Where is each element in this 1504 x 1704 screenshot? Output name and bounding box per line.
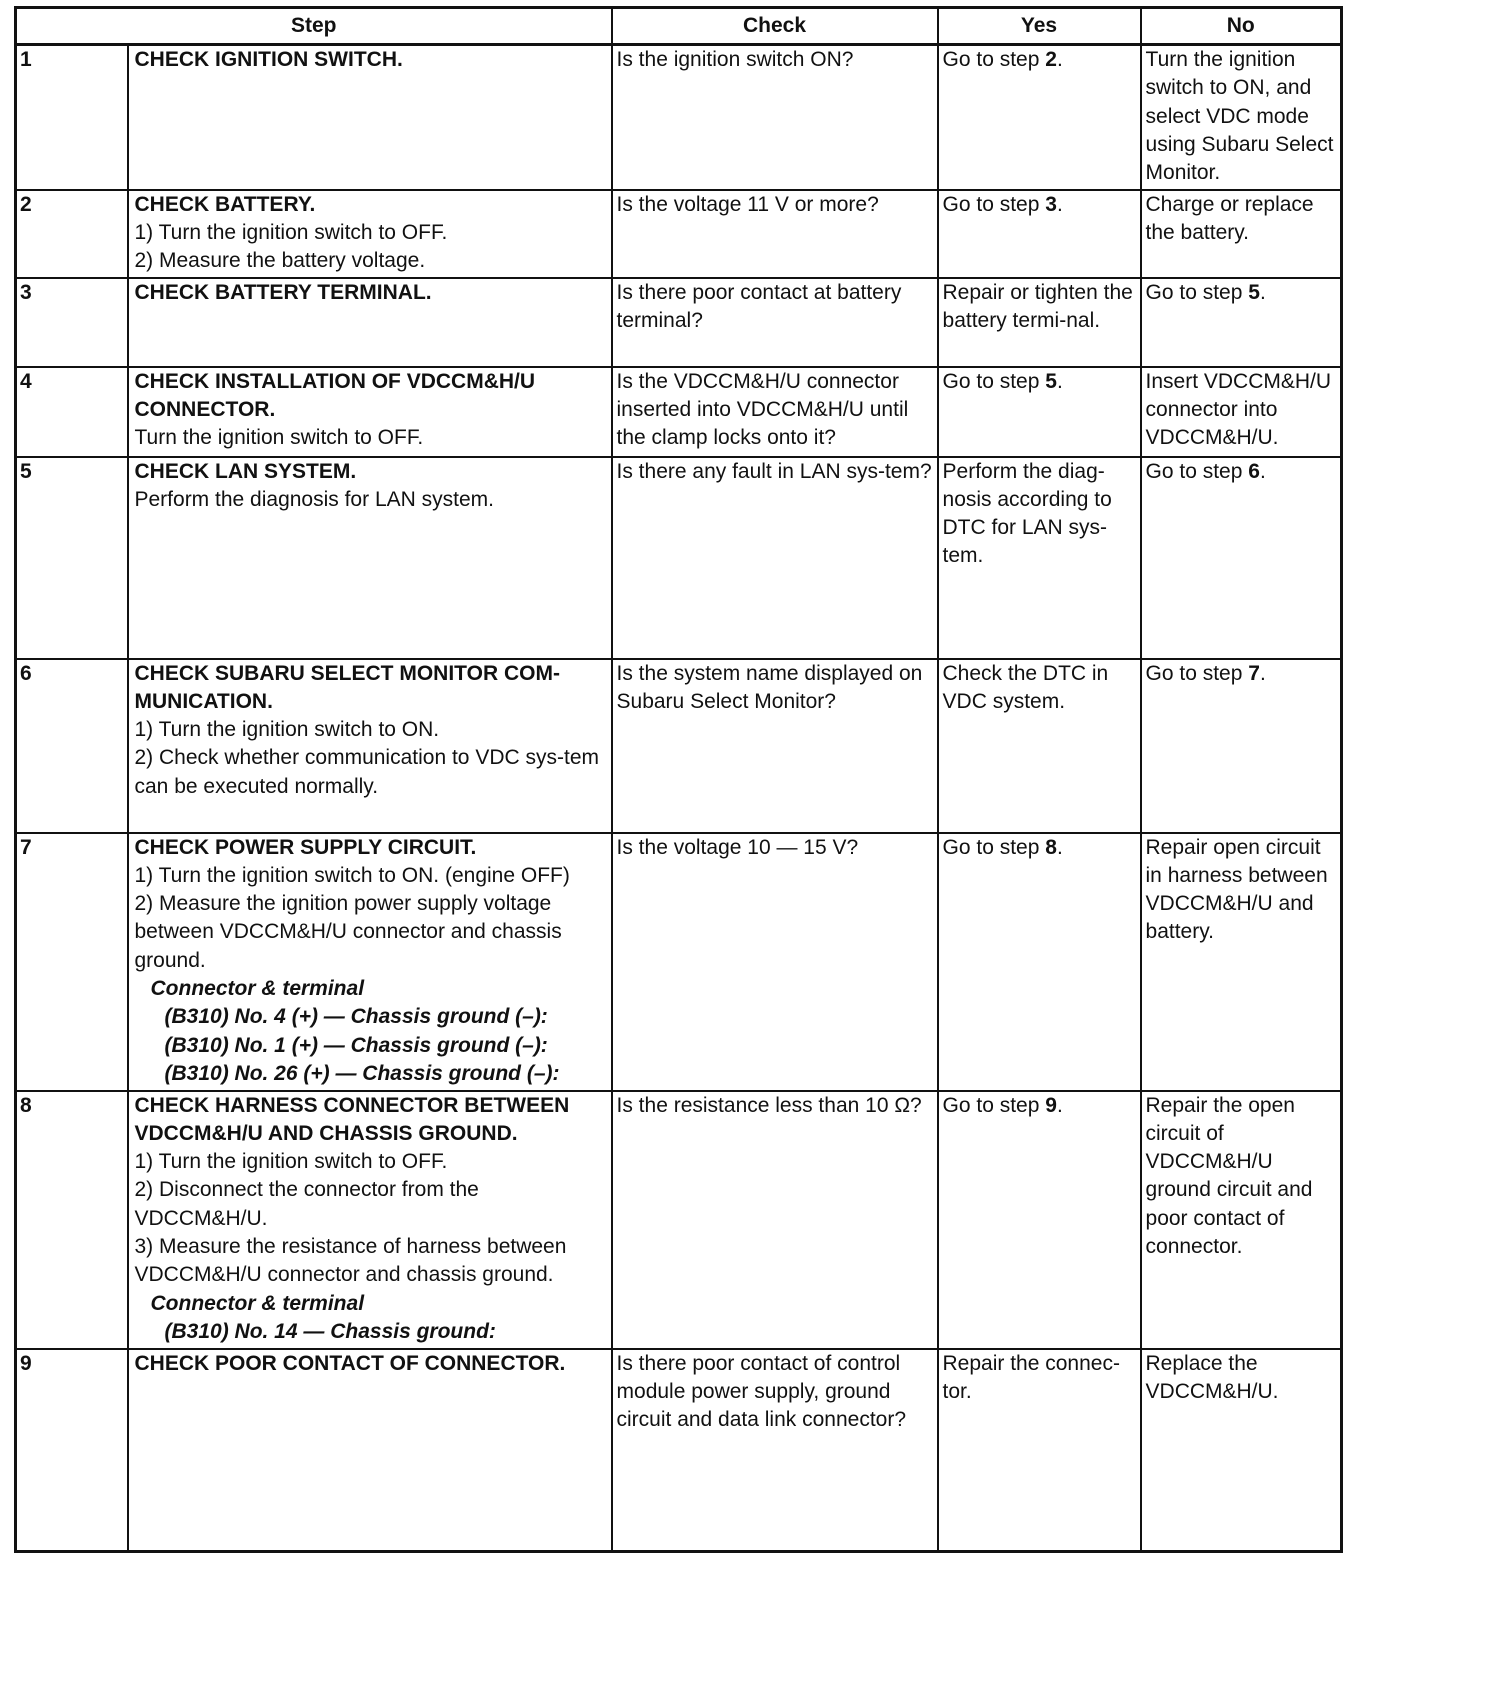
step-description [128, 278, 612, 367]
yes-text: Check the DTC in VDC system. [942, 661, 1109, 713]
step-description [128, 1349, 612, 1552]
step-instruction: 1) Turn the ignition switch to ON. [134, 718, 440, 742]
no-step-ref: 6 [1248, 459, 1260, 483]
no-action [1141, 45, 1342, 190]
yes-step-ref: 9 [1045, 1093, 1057, 1117]
step-title: CHECK POOR CONTACT OF CONNECTOR. [134, 1351, 566, 1375]
yes-action [938, 1349, 1141, 1552]
terminal-spec: (B310) No. 26 (+) — Chassis ground (–): [164, 1061, 560, 1085]
yes-punct: . [1056, 48, 1063, 71]
yes-action [938, 833, 1141, 1091]
step-title: CHECK POWER SUPPLY CIRCUIT. [134, 835, 477, 859]
yes-action [938, 659, 1141, 833]
step-number: 4 [16, 367, 128, 457]
step-instruction: 1) Turn the ignition switch to ON. (engine OFF) [134, 863, 570, 887]
yes-action [938, 190, 1141, 278]
table-row [16, 833, 1342, 1091]
terminal-spec: (B310) No. 1 (+) — Chassis ground (–): [164, 1033, 548, 1057]
table-row [16, 367, 1342, 457]
header-yes: Yes [938, 8, 1141, 45]
step-instruction: 1) Turn the ignition switch to OFF. [134, 220, 448, 244]
no-text: Repair open circuit in harness between VDCCM&H/U and battery. [1145, 835, 1328, 944]
yes-punct: . [1056, 192, 1063, 216]
step-title: CHECK INSTALLATION OF VDCCM&H/U CONNECTOR. [134, 369, 536, 421]
no-action [1141, 1091, 1342, 1349]
table-row [16, 278, 1342, 367]
yes-punct: . [1056, 835, 1063, 859]
step-number: 1 [16, 45, 128, 190]
step-number: 3 [16, 278, 128, 367]
check-question: Is the resistance less than 10 Ω? [612, 1091, 938, 1349]
yes-step-ref: 5 [1045, 369, 1057, 393]
yes-text: Go to step [942, 1093, 1046, 1117]
step-description [128, 45, 612, 190]
no-action [1141, 278, 1342, 367]
step-instruction: Turn the ignition switch to OFF. [134, 426, 424, 450]
no-punct: . [1259, 280, 1266, 304]
check-question: Is the voltage 11 V or more? [612, 190, 938, 278]
table-row [16, 45, 1342, 190]
no-action [1141, 833, 1342, 1091]
no-action [1141, 457, 1342, 659]
step-description [128, 457, 612, 659]
connector-terminal-label: Connector & terminal [150, 1291, 365, 1315]
no-action [1141, 659, 1342, 833]
step-instruction: 2) Disconnect the connector from the VDCCM&H/U. [134, 1178, 479, 1230]
step-instruction: Perform the diagnosis for LAN system. [134, 487, 494, 511]
header-check: Check [612, 8, 938, 45]
yes-text: Repair or tighten the battery termi-nal. [942, 280, 1133, 332]
header-no: No [1141, 8, 1342, 45]
yes-action [938, 1091, 1141, 1349]
step-title: CHECK BATTERY TERMINAL. [134, 280, 432, 304]
yes-step-ref: 3 [1045, 192, 1057, 216]
step-instruction: 2) Measure the battery voltage. [134, 249, 426, 273]
no-punct: . [1259, 661, 1266, 685]
no-step-ref: 7 [1248, 661, 1260, 685]
no-text: Go to step [1145, 661, 1249, 685]
yes-text: Repair the connec-tor. [942, 1351, 1120, 1403]
step-title: CHECK HARNESS CONNECTOR BETWEEN VDCCM&H/U AND CHASSIS GROUND. [134, 1093, 570, 1145]
no-text: Insert VDCCM&H/U connector into VDCCM&H/U. [1145, 369, 1332, 450]
step-description [128, 1091, 612, 1349]
check-question: Is the VDCCM&H/U connector inserted into VDCCM&H/U until the clamp locks onto it? [612, 367, 938, 457]
step-number: 9 [16, 1349, 128, 1552]
step-instruction: 1) Turn the ignition switch to OFF. [134, 1150, 448, 1174]
step-instruction: 2) Check whether communication to VDC sys-tem can be executed normally. [134, 746, 599, 798]
no-action [1141, 1349, 1342, 1552]
step-title: CHECK SUBARU SELECT MONITOR COM-MUNICATION. [134, 661, 560, 713]
no-punct: . [1259, 459, 1266, 483]
yes-text: Perform the diag-nosis according to DTC for LAN sys-tem. [942, 459, 1112, 568]
table-row [16, 190, 1342, 278]
step-title: CHECK LAN SYSTEM. [134, 459, 357, 483]
yes-text: Go to step [942, 48, 1046, 71]
step-instruction: 2) Measure the ignition power supply voltage between VDCCM&H/U connector and chassis ground. [134, 892, 562, 972]
table-row [16, 1349, 1342, 1552]
step-number: 8 [16, 1091, 128, 1349]
check-question: Is the ignition switch ON? [612, 45, 938, 190]
step-description [128, 190, 612, 278]
step-description [128, 367, 612, 457]
check-question: Is the system name displayed on Subaru Select Monitor? [612, 659, 938, 833]
header-step: Step [16, 8, 612, 45]
yes-step-ref: 8 [1045, 835, 1057, 859]
check-question: Is there poor contact at battery terminal? [612, 278, 938, 367]
yes-action [938, 457, 1141, 659]
step-number: 7 [16, 833, 128, 1091]
table-header-row [16, 8, 1342, 45]
step-number: 2 [16, 190, 128, 278]
step-description [128, 659, 612, 833]
step-instruction: 3) Measure the resistance of harness between VDCCM&H/U connector and chassis ground. [134, 1234, 567, 1287]
step-number: 5 [16, 457, 128, 659]
no-text: Go to step [1145, 280, 1249, 304]
step-number: 6 [16, 659, 128, 833]
yes-action [938, 367, 1141, 457]
no-text: Go to step [1145, 459, 1249, 483]
diagnostic-table [14, 6, 1343, 1553]
terminal-spec: (B310) No. 14 — Chassis ground: [164, 1319, 496, 1343]
no-step-ref: 5 [1248, 280, 1260, 304]
check-question: Is the voltage 10 — 15 V? [612, 833, 938, 1091]
step-title: CHECK IGNITION SWITCH. [134, 48, 403, 71]
yes-punct: . [1056, 1093, 1063, 1117]
no-action [1141, 190, 1342, 278]
yes-punct: . [1056, 369, 1063, 393]
table-row [16, 1091, 1342, 1349]
yes-text: Go to step [942, 835, 1046, 859]
yes-step-ref: 2 [1045, 48, 1057, 71]
table-row [16, 457, 1342, 659]
no-text: Replace the VDCCM&H/U. [1145, 1351, 1279, 1403]
yes-action [938, 45, 1141, 190]
terminal-spec: (B310) No. 4 (+) — Chassis ground (–): [164, 1005, 548, 1029]
no-text: Charge or replace the battery. [1145, 192, 1314, 244]
step-title: CHECK BATTERY. [134, 192, 316, 216]
table-row [16, 659, 1342, 833]
no-text: Turn the ignition switch to ON, and select VDC mode using Subaru Select Monitor. [1145, 48, 1334, 185]
yes-text: Go to step [942, 369, 1046, 393]
yes-action [938, 278, 1141, 367]
yes-text: Go to step [942, 192, 1046, 216]
step-description [128, 833, 612, 1091]
check-question: Is there poor contact of control module power supply, ground circuit and data link connector? [612, 1349, 938, 1552]
no-action [1141, 367, 1342, 457]
connector-terminal-label: Connector & terminal [150, 976, 365, 1000]
check-question: Is there any fault in LAN sys-tem? [612, 457, 938, 659]
no-text: Repair the open circuit of VDCCM&H/U ground circuit and poor contact of connector. [1145, 1093, 1313, 1258]
